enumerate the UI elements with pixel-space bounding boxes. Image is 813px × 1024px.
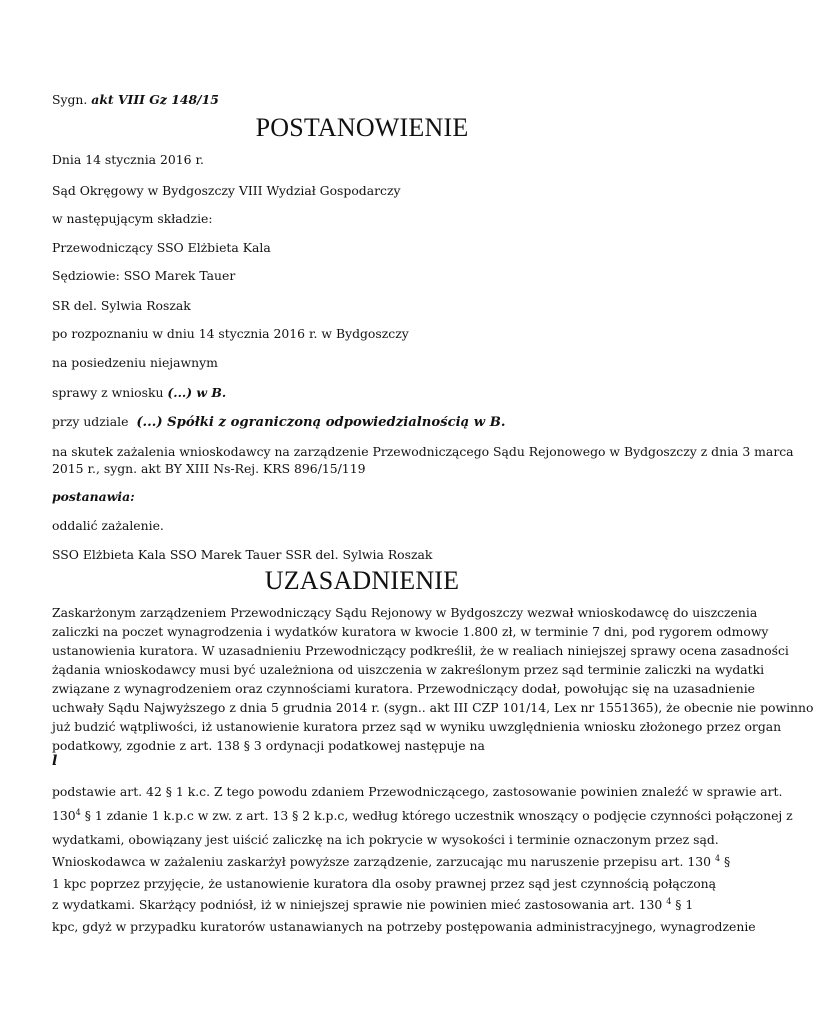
justification-paragraph-2 — [52, 780, 793, 852]
paragraph-line: Wnioskodawca w zażaleniu zaskarżył powyższe zarządzenie, zarzucając mu naruszenie przepisu art. 130 $^4$ § — [52, 854, 731, 869]
paragraph-line: żądania wnioskodawcy musi być uzależniona od uiszczenia w zakreślonym przez sąd terminie zaliczki na wydatki — [52, 662, 765, 677]
ruling: oddalić zażalenie. — [52, 518, 164, 533]
paragraph-line: z wydatkami. Skarżący podniósł, iż w niniejszej sprawie nie powinien mieć zastosowania art. 130 $^4$ § 1 — [52, 897, 694, 912]
signature-prefix: Sygn. — [52, 92, 88, 107]
participation-party: (...) Spółki z ograniczoną odpowiedzialnością w B. — [136, 415, 506, 430]
paragraph-line: już budzić wątpliwości, iż ustanowienie kuratora przez sąd w wyniku uwzględnienia wniosku złożonego przez organ — [52, 719, 782, 734]
hearing-info: po rozpoznaniu w dniu 14 stycznia 2016 r. w Bydgoszczy — [52, 326, 409, 341]
participation-line — [52, 414, 505, 431]
judge-delegated: SR del. Sylwia Roszak — [52, 298, 191, 313]
paragraph-line: uchwały Sądu Najwyższego z dnia 5 grudnia 2014 r. (sygn.. akt III CZP 101/14, Lex nr 1551365), że obecnie nie powinno — [52, 700, 813, 715]
case-signature — [52, 92, 219, 108]
document-title: POSTANOWIENIE — [255, 113, 469, 142]
appeal-line: 2015 r., sygn. akt BY XIII Ns-Rej. KRS 896/15/119 — [52, 461, 366, 476]
decides-label: postanawia: — [52, 489, 135, 504]
justification-paragraph-3 — [52, 851, 756, 937]
justification-title: UZASADNIENIE — [264, 566, 460, 595]
paragraph-line: zaliczki na poczet wynagrodzenia i wydatków kuratora w kwocie 1.800 zł, w terminie 7 dni, pod rygorem odmowy — [52, 624, 769, 639]
appeal-line: na skutek zażalenia wnioskodawcy na zarządzenie Przewodniczącego Sądu Rejonowego w Bydgoszczy z dnia 3 marca — [52, 444, 794, 459]
decision-date: Dnia 14 stycznia 2016 r. — [52, 152, 204, 167]
case-party: (...) w B. — [167, 385, 227, 400]
participation-prefix: przy udziale — [52, 414, 129, 429]
paragraph-line: związane z wynagrodzeniem oraz czynnościami kuratora. Przewodniczący dodał, powołując się na uzasadnienie — [52, 681, 755, 696]
signature-number: akt VIII Gz 148/15 — [91, 92, 219, 107]
appeal-paragraph — [52, 443, 794, 477]
session-type: na posiedzeniu niejawnym — [52, 355, 218, 370]
judges: Sędziowie: SSO Marek Tauer — [52, 268, 236, 283]
paragraph-line: podatkowy, zgodnie z art. 138 § 3 ordynacji podatkowej następuje na — [52, 738, 485, 753]
paragraph-line: wydatkami, obowiązany jest uiścić zaliczkę na ich pokrycie w wysokości i terminie oznaczonym przez sąd. — [52, 832, 719, 847]
case-line — [52, 385, 226, 401]
court-name: Sąd Okręgowy w Bydgoszczy VIII Wydział Gospodarczy — [52, 183, 401, 198]
paragraph-line: podstawie art. 42 § 1 k.c. Z tego powodu zdaniem Przewodniczącego, zastosowanie powinien znaleźć w sprawie art. — [52, 784, 783, 799]
paragraph-line: Zaskarżonym zarządzeniem Przewodniczący Sądu Rejonowy w Bydgoszczy wezwał wnioskodawcę do uiszczenia — [52, 605, 758, 620]
justification-paragraph-1 — [52, 603, 813, 755]
case-prefix: sprawy z wniosku — [52, 385, 164, 400]
composition-intro: w następującym składzie: — [52, 211, 213, 226]
paragraph-line: 1 kpc poprzez przyjęcie, że ustanowienie kuratora dla osoby prawnej przez sąd jest czynnością połączoną — [52, 875, 717, 891]
presiding-judge: Przewodniczący SSO Elżbieta Kala — [52, 240, 271, 255]
paragraph-line: ustanowienia kuratora. W uzasadnieniu Przewodniczący podkreślił, że w realiach niniejszej sprawy ocena zasadności — [52, 643, 789, 658]
paragraph-line: $130^4$ § 1 zdanie 1 k.p.c w zw. z art. 13 § 2 k.p.c, według którego uczestnik wnoszący o podjęcie czynności połączonej z — [52, 808, 793, 823]
paragraph-line: kpc, gdyż w przypadku kuratorów ustanawianych na potrzeby postępowania administracyjnego, wynagrodzenie — [52, 918, 756, 934]
stray-letter: l — [52, 753, 58, 769]
signatures: SSO Elżbieta Kala SSO Marek Tauer SSR del. Sylwia Roszak — [52, 547, 433, 562]
